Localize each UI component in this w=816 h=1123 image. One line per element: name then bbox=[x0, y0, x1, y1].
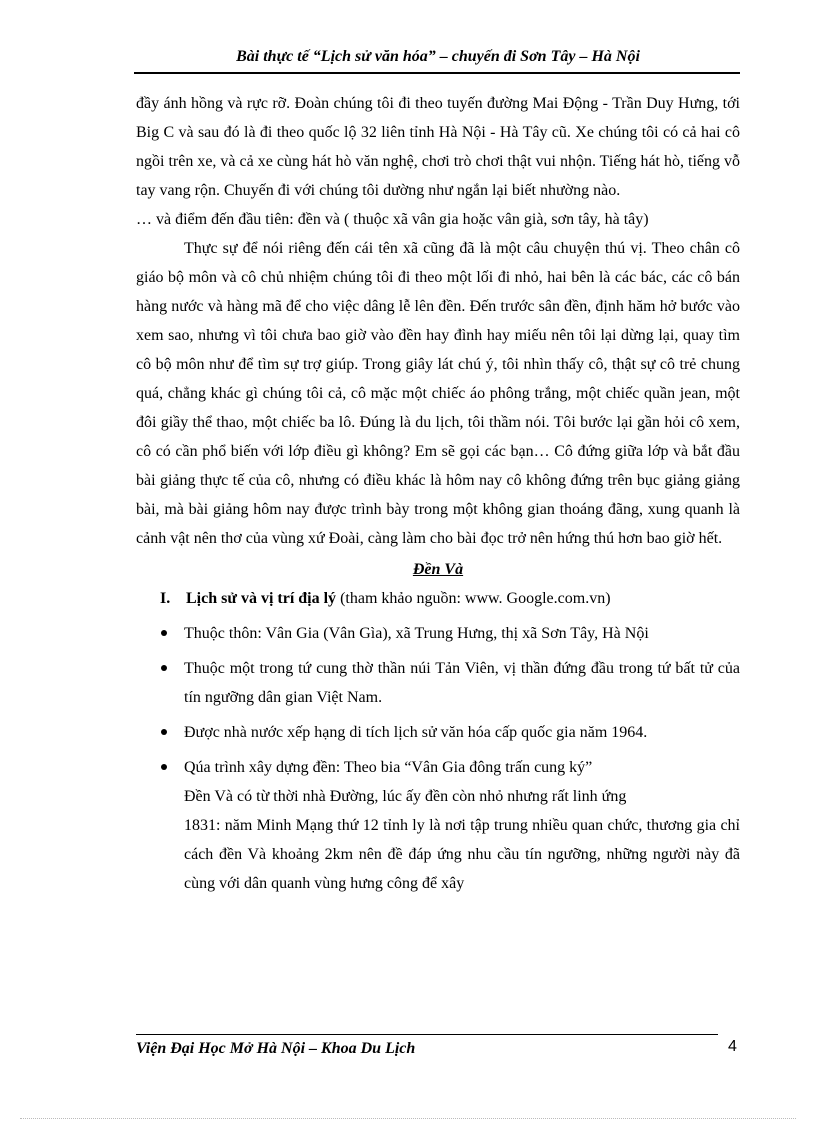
page-header: Bài thực tế “Lịch sử văn hóa” – chuyến đi Sơn Tây – Hà Nội bbox=[236, 48, 640, 65]
list-item: Thuộc một trong tứ cung thờ thần núi Tản Viên, vị thần đứng đầu trong tứ bất tử của tín ngưỡng dân gian Việt Nam. bbox=[136, 654, 740, 712]
continuation-line-1: Đền Và có từ thời nhà Đường, lúc ấy đền còn nhỏ nhưng rất linh ứng bbox=[184, 788, 627, 805]
section-title: Đền Và bbox=[412, 561, 464, 578]
page-edge-divider bbox=[20, 1118, 796, 1119]
header-divider bbox=[134, 72, 740, 74]
bullet-icon bbox=[161, 630, 167, 636]
bullet-icon bbox=[161, 764, 167, 770]
bullet-continuation bbox=[136, 782, 740, 898]
bullet-list bbox=[136, 619, 740, 782]
section-heading-source: (tham khảo nguồn: www. Google.com.vn) bbox=[336, 590, 611, 607]
paragraph-1: đầy ánh hồng và rực rỡ. Đoàn chúng tôi đi theo tuyến đường Mai Động - Trần Duy Hưng, tới Big C và sau đó là đi theo quốc lộ 32 liên tỉnh Hà Nội - Hà Tây cũ. Xe chúng tôi có cả hai cô ngồi trên xe, và cả xe cùng hát hò văn nghệ, chơi trò chơi thật vui nhộn. Tiếng hát hò, tiếng vỗ tay vang rộn. Chuyến đi với chúng tôi dường như ngắn lại biết nhường nào. bbox=[136, 95, 740, 199]
section-heading bbox=[160, 584, 740, 613]
bullet-icon bbox=[161, 729, 167, 735]
list-item: Được nhà nước xếp hạng di tích lịch sử văn hóa cấp quốc gia năm 1964. bbox=[136, 718, 740, 747]
list-item: Thuộc thôn: Vân Gia (Vân Gìa), xã Trung Hưng, thị xã Sơn Tây, Hà Nội bbox=[136, 619, 740, 648]
section-heading-text bbox=[186, 584, 611, 613]
section-heading-bold: Lịch sử và vị trí địa lý bbox=[186, 590, 337, 607]
page-footer: Viện Đại Học Mở Hà Nội – Khoa Du Lịch bbox=[136, 1040, 416, 1057]
page-number: 4 bbox=[728, 1038, 737, 1055]
paragraph-2: … và điểm đến đầu tiên: đền và ( thuộc xã vân gia hoặc vân già, sơn tây, hà tây) bbox=[136, 211, 649, 228]
list-item: Qúa trình xây dựng đền: Theo bia “Vân Gia đông trấn cung ký” bbox=[136, 753, 740, 782]
paragraph-3: Thực sự để nói riêng đến cái tên xã cũng đã là một câu chuyện thú vị. Theo chân cô giáo bộ môn và cô chủ nhiệm chúng tôi đi theo một lối đi nhỏ, hai bên là các bác, các cô bán hàng nước và hàng mã để cho việc dâng lễ lên đền. Đến trước sân đền, định hăm hở bước vào xem sao, nhưng vì tôi chưa bao giờ vào đền hay đình hay miếu nên tôi lại dừng lại, quay tìm cô bộ môn như để tìm sự trợ giúp. Trong giây lát chú ý, tôi nhìn thấy cô, thật sự cô trẻ chung quá, chẳng khác gì chúng tôi cả, cô mặc một chiếc áo phông trắng, một chiếc quần jean, một đôi giầy thể thao, một chiếc ba lô. Đúng là du lịch, tôi thầm nói. Tôi bước lại gần hỏi cô xem, cô có cần phổ biến với lớp điều gì không? Em sẽ gọi các bạn… Cô đứng giữa lớp và bắt đầu bài giảng thực tế của cô, nhưng có điều khác là hôm nay cô không đứng trên bục giảng giảng bài, mà bài giảng hôm nay được trình bày trong một không gian thoáng đãng, xung quanh là cảnh vật nên thơ của vùng xứ Đoài, càng làm cho bài đọc trở nên hứng thú hơn bao giờ hết. bbox=[136, 240, 740, 547]
bullet-icon bbox=[161, 665, 167, 671]
document-body bbox=[136, 89, 740, 898]
footer-divider bbox=[136, 1034, 718, 1035]
continuation-line-2: 1831: năm Minh Mạng thứ 12 tỉnh ly là nơi tập trung nhiều quan chức, thương gia chỉ cách đền Và khoảng 2km nên đề đáp ứng nhu cầu tín ngưỡng, những người này đã cùng với dân quanh vùng hưng công để xây bbox=[184, 817, 740, 892]
roman-numeral: I. bbox=[160, 590, 171, 607]
